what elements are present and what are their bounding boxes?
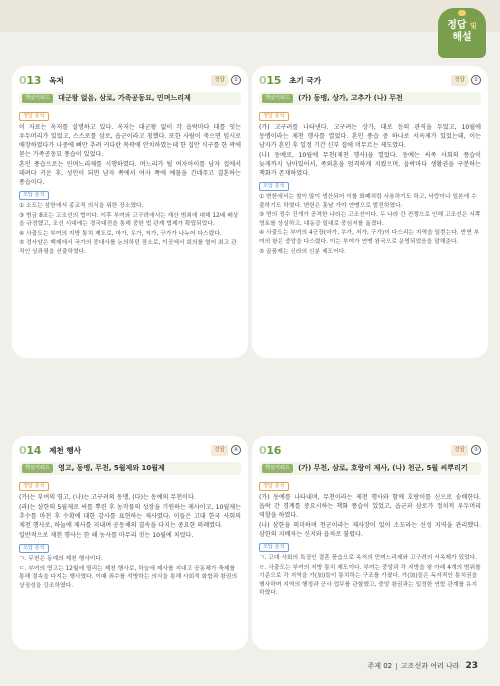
- tab-dot-icon: [458, 10, 466, 16]
- question-title: 초기 국가: [289, 75, 322, 85]
- wrong-answer-list: [259, 554, 481, 598]
- answer-indicator: [211, 445, 241, 456]
- keyword-box: [19, 92, 241, 105]
- answer-value: ③: [471, 445, 481, 455]
- question-header: [19, 72, 241, 88]
- question-number: [259, 443, 282, 457]
- answer-badge: 정답: [211, 75, 228, 86]
- question-header: [259, 72, 481, 88]
- wrong-answer-item: ④ 사출도는 부여의 지방 통치 제도로, 마가, 우가, 저가, 구가가 나누어 다스렸다.: [19, 230, 222, 237]
- explanation-paragraph: (가)는 부여의 영고, (나)는 고구려의 동맹, (다)는 동예의 무천이다.: [19, 494, 196, 501]
- question-number: [19, 73, 42, 87]
- question-number-prefix: 0: [19, 443, 27, 457]
- answer-indicator: [451, 445, 481, 456]
- wrong-answer-item: ㄱ. 무천은 동예의 제천 행사이다.: [19, 556, 103, 562]
- wrong-answer-list: [19, 555, 241, 590]
- keyword-text: (가) 동맹, 상가, 고추가 (나) 무천: [298, 94, 403, 102]
- wrong-answer-item: ③ 범금 8조는 고조선의 법이다. 이후 부여와 고구려에서는 재산 범죄에 대해 12배 배상을 규정했고, 조선 시대에는 경국대전을 통해 중한 법 관계 법제가 확립되었다.: [19, 212, 239, 228]
- wrong-answer-label: 오답 분석: [259, 182, 289, 191]
- keyword-box: [19, 462, 241, 475]
- explanation-paragraph: (가) 고구려를 나타낸다. 고구려는 상가, 대로 등의 관직을 두었고, 10월에 동맹이라는 제천 행사를 열었다. 혼인 풍습 중 하나로 서옥제가 있었는데, 이는 남자가 혼인 후 일정 기간 신부 집에 머무르는 제도였다.: [259, 124, 481, 149]
- solution-label: 정답 분석: [259, 482, 289, 491]
- wrong-answer-item: ① 소도는 삼한에서 종교적 의식을 위한 장소였다.: [19, 203, 144, 209]
- answer-badge: 정답: [451, 445, 468, 456]
- question-number-prefix: 0: [259, 73, 267, 87]
- keyword-label: 핵심키워드: [22, 94, 53, 103]
- question-card-13: [12, 66, 248, 358]
- keyword-text: 대군왕 없음, 삼로, 가족공동묘, 민며느리제: [58, 94, 191, 102]
- solution-label: 정답 분석: [19, 112, 49, 121]
- answer-explanation-tab: [438, 8, 486, 58]
- wrong-answer-item: ㄷ. 부여의 영고는 12월에 열리는 제천 행사로, 하늘에 제사를 지내고 공동체가 축제를 통해 결속을 다지는 행사였다. 이때 죄수를 석방하는 의식을 통해 사회적 화합과 왕권의 상징성을 강조하였다.: [19, 565, 238, 589]
- wrong-answer-item: ① 변한에서는 철이 많이 생산되어 이를 화폐처럼 사용하기도 하고, 낙랑이나 일본에 수출하기도 하였다. 변한은 훗날 가야 연맹으로 발전하였다.: [259, 194, 477, 209]
- footer-divider: [396, 663, 397, 670]
- tab-label-answer: 정답: [447, 20, 467, 31]
- page-footer: [367, 661, 478, 671]
- answer-value: ④: [231, 445, 241, 455]
- tab-label-explanation: 해설: [452, 32, 472, 43]
- answer-badge: 정답: [451, 75, 468, 86]
- page-number: 23: [465, 661, 478, 671]
- answer-value: ②: [471, 75, 481, 85]
- explanation-paragraph: 혼인 풍습으로는 민며느리제를 시행하였다. 며느리가 될 여자아이를 남자 집에서 데려다 키운 후, 성인이 되면 남자 쪽에서 여자 쪽에 예물을 건네주고 결혼하는 풍습이다.: [19, 161, 241, 186]
- explanation-paragraph: 일반적으로 제천 행사는 한 해 농사를 마무리 짓는 10월에 치렀다.: [19, 532, 194, 539]
- solution-label: 정답 분석: [259, 112, 289, 121]
- explanation-paragraph: (가) 동예를 나타내며, 무천이라는 제천 행사와 함께 호랑이를 신으로 숭배한다. 읍락 간 경계를 중요시하는 책화 풍습이 있었고, 읍군과 삼로가 정치적 우두머리 역할을 하였다.: [259, 494, 481, 519]
- tab-label-and: 및: [470, 22, 477, 30]
- solution-label: 정답 분석: [19, 482, 49, 491]
- wrong-answer-item: ㄱ. 고대 사회의 특징인 결혼 풍습으로 옥저의 민며느리제와 고구려의 서옥제가 있었다.: [259, 555, 478, 561]
- tab-line-1: [438, 20, 486, 32]
- keyword-text: (가) 무천, 삼로, 호랑이 제사, (나) 천군, 5월 씨뿌리기: [298, 464, 468, 472]
- wrong-answer-list: [19, 202, 241, 257]
- question-number: [19, 443, 42, 457]
- question-header: [259, 442, 481, 458]
- answer-indicator: [451, 75, 481, 86]
- footer-chapter: 주제 02: [367, 662, 393, 670]
- keyword-box: [259, 92, 481, 105]
- footer-chapter-title: 고조선과 여러 나라: [400, 662, 460, 670]
- explanation-paragraph: (나) 삼한을 의미하며 천군이라는 제사장이 있어 소도라는 신성 지역을 관리했다. 삼한의 지배자는 신지와 읍차로 불렸다.: [259, 522, 481, 538]
- question-card-16: [252, 436, 488, 650]
- explanation-paragraph: (나) 동예로, 10월에 무천(제천 행사)을 열었다. 동예는 씨족 사회의 풍습이 늦게까지 남아있어서, 족외혼을 엄격하게 지켰으며, 읍락마다 생활권을 구분하는 책화가 존재하였다.: [259, 152, 481, 177]
- question-card-14: [12, 436, 248, 650]
- wrong-answer-item: ⑤ 정사암은 백제에서 국가의 중대사를 논의하던 장소로, 이곳에서 회의를 열어 최고 관직인 상좌평을 선출하였다.: [19, 240, 237, 255]
- question-header: [19, 442, 241, 458]
- top-band: [0, 0, 500, 32]
- keyword-label: 핵심키워드: [262, 94, 293, 103]
- wrong-answer-label: 오답 분석: [259, 543, 289, 552]
- question-number-prefix: 0: [19, 73, 27, 87]
- wrong-answer-item: ⑤ 골품제는 신라의 신분 제도이다.: [259, 248, 347, 255]
- keyword-label: 핵심키워드: [22, 464, 53, 473]
- explanation-paragraph: (라)는 삼한의 5월제로 씨를 뿌린 후 농작물의 성장을 기원하는 제사이고, 10월제는 추수를 마친 후 수확에 대한 감사를 표현하는 제사였다. 이들은 고대 한국 사회의 제천 행사로, 하늘에 제사를 지내며 공동체의 결속을 다지는 중요한 의례였다.: [19, 504, 241, 529]
- question-number: [259, 73, 282, 87]
- question-title: 제천 행사: [49, 445, 82, 455]
- wrong-answer-label: 오답 분석: [19, 191, 49, 200]
- keyword-text: 영고, 동맹, 무천, 5월제와 10월제: [58, 464, 165, 472]
- question-number-value: 16: [266, 443, 282, 457]
- question-number-value: 14: [26, 443, 42, 457]
- question-title: 옥저: [49, 75, 64, 85]
- wrong-answer-list: [259, 193, 481, 256]
- keyword-label: 핵심키워드: [262, 464, 293, 473]
- question-number-prefix: 0: [259, 443, 267, 457]
- question-number-value: 15: [266, 73, 282, 87]
- wrong-answer-item: ㄹ. 사출도는 부여의 지방 통치 제도이다. 부여는 중앙과 각 지방을 왕 아래 4개의 범위를 기준으로 각 지역을 가(加)들이 통치하는 구조를 가졌다. 가(加)들은 독자적인 통치권을 행사하며 지역의 행정과 군사 업무를 관할했고, 중앙 왕권과는 일정한 연합 관계를 유지하였다.: [259, 564, 481, 597]
- answer-value: ②: [231, 75, 241, 85]
- answer-badge: 정답: [211, 445, 228, 456]
- answer-indicator: [211, 75, 241, 86]
- keyword-box: [259, 462, 481, 475]
- wrong-answer-item: ③ 면의 정수 진개가 공격한 나라는 고조선이다. 두 나라 간 전쟁으로 인해 고조선은 서쪽 영토를 상실하고, 대동강 일대로 중심지를 옮겼다.: [259, 212, 481, 227]
- wrong-answer-item: ④ 사출도는 부여의 4군장(마가, 우가, 저가, 구가)이 다스리는 지역을 일컫는다. 반면 부여의 왕은 중앙을 다스렸다. 이는 부여가 연맹 왕국으로 운영되었음을 말해준다.: [259, 230, 480, 245]
- question-number-value: 13: [26, 73, 42, 87]
- question-card-15: [252, 66, 488, 358]
- explanation-paragraph: 이 자료는 옥저를 설명하고 있다. 옥저는 대군왕 없이 각 읍락마다 대를 잇는 우두머리가 있었고, 스스로를 삼로, 읍군이라고 칭했다. 또한 사람이 죽으면 임시로 매장하였다가 나중에 뼈만 추려 커다란 목곽에 안치하였는데 한 집안 식구를 한 곽에 묻는 가족공동묘 풍습이 있었다.: [19, 124, 241, 158]
- wrong-answer-label: 오답 분석: [19, 544, 49, 553]
